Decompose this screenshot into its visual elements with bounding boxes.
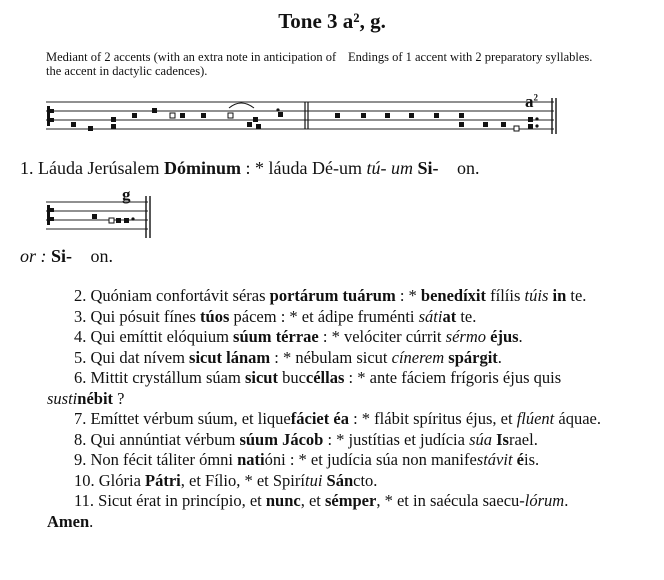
neume <box>335 113 340 118</box>
chant-staff-1 <box>40 96 570 138</box>
neume <box>528 124 533 129</box>
neume-hollow <box>514 126 519 131</box>
example-1-text: 1. Láuda Jerúsalem Dóminum : * láuda Dé-um tú- um Si- on. <box>20 158 480 178</box>
verse-5: 5. Qui dat nívem sicut lánam : * nébulam sicut cínerem spárgit. <box>74 347 502 367</box>
verse-9: 9. Non fécit táliter ómni natióni : * et judícia súa non manifestávit éis. <box>74 450 540 469</box>
example-2-text: or : Si- on. <box>20 246 114 266</box>
c-clef <box>47 205 50 225</box>
neume <box>201 113 206 118</box>
neume <box>116 218 121 223</box>
verses-list <box>47 286 617 532</box>
neume <box>253 117 258 122</box>
neume-hollow <box>170 113 175 118</box>
neume <box>361 113 366 118</box>
neume <box>111 117 116 122</box>
neume <box>501 122 506 127</box>
neume <box>256 124 261 129</box>
endings-description: Endings of 1 accent with 2 preparatory syllables. <box>348 50 593 64</box>
verse-10: 10. Glória Pátri, et Fílio, * et Spirítui Sáncto. <box>74 470 378 490</box>
neume <box>483 122 488 127</box>
neume <box>132 113 137 118</box>
neume <box>409 113 414 118</box>
neume <box>459 122 464 127</box>
neume <box>71 122 76 127</box>
neume-hollow <box>109 218 114 223</box>
verse-6: 6. Mittit crystállum súam sicut buccéllas : * ante fáciem frígoris éjus quis sustinébit ? <box>47 368 562 408</box>
verse-2: 2. Quóniam confortávit séras portárum tuárum : * benedíxit fílíis túis in te. <box>74 286 587 305</box>
neume <box>434 113 439 118</box>
neume <box>278 112 283 117</box>
tie-arc <box>229 103 254 108</box>
ending-label-g: g <box>122 185 131 204</box>
c-clef <box>47 106 50 126</box>
verse-3: 3. Qui pósuit fínes túos pácem : * et ádipe fruménti sátiat te. <box>74 306 477 326</box>
neume <box>111 124 116 129</box>
neume-hollow <box>228 113 233 118</box>
verse-7: 7. Emíttet vérbum súum, et liquefáciet éa : * flábit spíritus éjus, et flúent áquae. <box>74 409 601 428</box>
neume <box>152 108 157 113</box>
neume <box>88 126 93 131</box>
neume <box>247 122 252 127</box>
neume <box>124 218 129 223</box>
chant-staff-2 <box>40 188 160 240</box>
verse-4: 4. Qui emíttit elóquium súum térrae : * velóciter cúrrit sérmo éjus. <box>74 327 523 346</box>
verse-11: 11. Sicut érat in princípio, et nunc, et sémper, * et in saécula saecu-lórum. Amen. <box>47 491 569 531</box>
neume <box>385 113 390 118</box>
neume <box>92 214 97 219</box>
neume <box>528 117 533 122</box>
verse-8: 8. Qui annúntiat vérbum súum Jácob : * justítias et judícia súa Israel. <box>74 429 538 449</box>
neume <box>459 113 464 118</box>
neume <box>180 113 185 118</box>
ending-label-a2: $a^2$ <box>525 92 538 111</box>
page-title: Tone 3 a², g. <box>278 9 386 33</box>
mediant-description: Mediant of 2 accents (with an extra note in anticipation of the accent in dactylic cadences). <box>46 50 337 78</box>
